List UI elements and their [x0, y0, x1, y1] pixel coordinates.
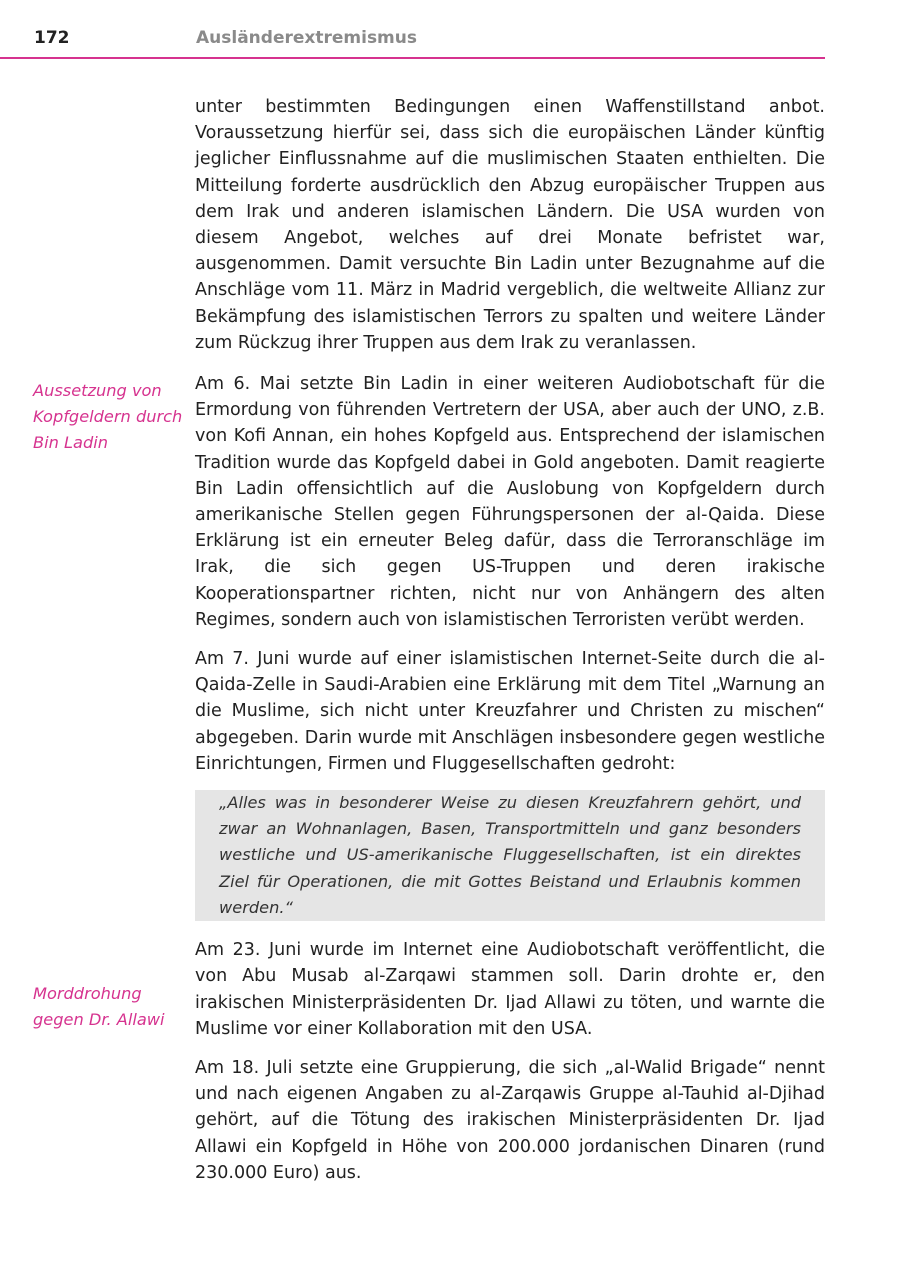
paragraph-kopfgeld: Am 6. Mai setzte Bin Ladin in einer weiteren Audiobotschaft für die Ermordung von führenden Vertretern der USA, aber auch der UNO, z.B. von Kofi Annan, ein hohes Kopfgeld aus. Entsprechend der islamischen Tradition wurde das Kopfgeld dabei in Gold angeboten. Damit reagierte Bin Ladin offensichtlich auf die Auslobung von Kopfgeldern durch amerikanische Stellen gegen Führungspersonen der al-Qaida. Diese Erklärung ist ein erneuter Beleg dafür, dass die Terroranschläge im Irak, die sich gegen US-Truppen und deren irakische Kooperationspartner richten, nicht nur von Anhängern des alten Regimes, sondern auch von islamistischen Terroristen verübt werden.: [195, 374, 825, 630]
margin-note-morddrohung: [33, 981, 183, 1033]
page-header: [0, 26, 825, 59]
block-quote: „Alles was in besonderer Weise zu diesen Kreuzfahrern gehört, und zwar an Wohnanlagen, Basen, Transportmitteln und ganz besonders westliche und US-amerikanische Fluggesellschaften, ist ein direktes Ziel für Operationen, die mit Gottes Beistand und Erlaubnis kommen werden.“: [195, 790, 825, 921]
paragraph-audiobotschaft: Am 23. Juni wurde im Internet eine Audiobotschaft veröffentlicht, die von Abu Musab al-Zarqawi stammen soll. Darin drohte er, den irakischen Ministerpräsidenten Dr. Ijad Allawi zu töten, und warnte die Muslime vor einer Kollaboration mit den USA.: [195, 940, 825, 1039]
page-number: 172: [34, 28, 70, 48]
margin-note-line: Bin Ladin: [33, 433, 108, 453]
margin-note-line: Kopfgeldern durch: [33, 407, 183, 427]
paragraph-al-walid-brigade: Am 18. Juli setzte eine Gruppierung, die sich „al-Walid Brigade“ nennt und nach eigenen Angaben zu al-Zarqawis Gruppe al-Tauhid al-Djihad gehört, auf die Tötung des irakischen Ministerpräsidenten Dr. Ijad Allawi ein Kopfgeld in Höhe von 200.000 jordanischen Dinaren (rund 230.000 Euro) aus.: [195, 1057, 825, 1183]
paragraph-waffenstillstand: unter bestimmten Bedingungen einen Waffenstillstand anbot. Voraussetzung hierfür sei, dass sich die europäischen Länder künftig jeglicher Einflussnahme auf die muslimischen Staaten enthielten. Die Mitteilung forderte ausdrücklich den Abzug europäischer Truppen aus dem Irak und anderen islamischen Ländern. Die USA wurden von diesem Angebot, welches auf drei Monate befristet war, ausgenommen. Damit versuchte Bin Ladin unter Bezugnahme auf die Anschläge vom 11. März in Madrid vergeblich, die weltweite Allianz zur Bekämpfung des islamistischen Terrors zu spalten und weitere Länder zum Rückzug ihrer Truppen aus dem Irak zu veranlassen.: [195, 97, 825, 353]
margin-note-line: Aussetzung von: [33, 381, 162, 400]
margin-note-line: Morddrohung: [33, 984, 142, 1003]
margin-note-kopfgeld: [33, 378, 183, 457]
paragraph-warnung: Am 7. Juni wurde auf einer islamistischen Internet-Seite durch die al-Qaida-Zelle in Saudi-Arabien eine Erklärung mit dem Titel „Warnung an die Muslime, sich nicht unter Kreuzfahrer und Christen zu mischen“ abgegeben. Darin wurde mit Anschlägen insbesondere gegen westliche Einrichtungen, Firmen und Fluggesellschaften gedroht:: [195, 649, 825, 774]
margin-note-line: gegen Dr. Allawi: [33, 1010, 165, 1030]
main-text-column: [195, 94, 825, 1199]
running-title: Ausländerextremismus: [196, 28, 417, 48]
